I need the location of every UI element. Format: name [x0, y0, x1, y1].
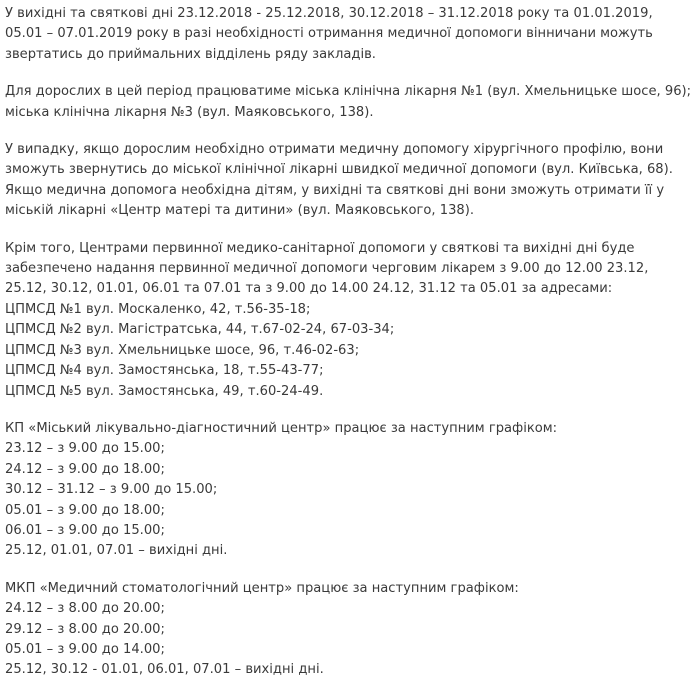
text-line: звертатись до приймальних відділень ряду закладів. [5, 46, 376, 62]
center-address-line: ЦПМСД №2 вул. Магістратська, 44, т.67-02-24, 67-03-34; [5, 322, 395, 338]
schedule-line: 30.12 – 31.12 – з 9.00 до 15.00; [5, 482, 218, 498]
schedule-line: 23.12 – з 9.00 до 15.00; [5, 441, 165, 457]
schedule-line: 24.12 – з 9.00 до 18.00; [5, 461, 165, 477]
text-line: 25.12, 30.12, 01.01, 06.01 та 07.01 та з 9.00 до 14.00 24.12, 31.12 та 05.01 за адресами: [5, 281, 613, 297]
surgical-children-paragraph [5, 140, 673, 222]
schedule-line: 25.12, 30.12 - 01.01, 06.01, 07.01 – вихідні дні. [5, 662, 324, 678]
text-line: У випадку, якщо дорослим необхідно отримати медичну допомогу хірургічного профілю, вони [5, 142, 664, 158]
primary-care-centers-paragraph [5, 239, 649, 402]
text-line: забезпечено надання первинної медичної допомоги черговим лікарем з 9.00 до 12.00 23.12, [5, 261, 649, 277]
intro-paragraph [5, 4, 653, 65]
schedule-line: 25.12, 01.01, 07.01 – вихідні дні. [5, 543, 228, 559]
text-line: Для дорослих в цей період працюватиме міська клінічна лікарня №1 (вул. Хмельницьке шосе, 96); [5, 84, 691, 100]
text-line: Крім того, Центрами первинної медико-санітарної допомоги у святкові та вихідні дні буде [5, 240, 635, 256]
schedule-heading: МКП «Медичний стоматологічний центр» працює за наступним графіком: [5, 580, 519, 596]
text-line: Якщо медична допомога необхідна дітям, у вихідні та святкові дні вони зможуть отримати її у [5, 182, 665, 198]
schedule-line: 29.12 – з 8.00 до 20.00; [5, 621, 165, 637]
schedule-line: 05.01 – з 9.00 до 18.00; [5, 502, 165, 518]
center-address-line: ЦПМСД №1 вул. Москаленко, 42, т.56-35-18; [5, 301, 311, 317]
center-address-line: ЦПМСД №3 вул. Хмельницьке шосе, 96, т.46-02-63; [5, 342, 360, 358]
text-line: У вихідні та святкові дні 23.12.2018 - 25.12.2018, 30.12.2018 – 31.12.2018 року та 01.01.2019, [5, 6, 653, 21]
dental-center-schedule [5, 579, 615, 681]
text-line: зможуть звернутись до міської клінічної лікарні швидкої медичної допомоги (вул. Київська, 68). [5, 162, 673, 178]
diagnostic-center-schedule [5, 419, 615, 562]
text-line: міська клінічна лікарня №3 (вул. Маяковського, 138). [5, 104, 374, 120]
text-line: 05.01 – 07.01.2019 року в разі необхідності отримання медичної допомоги вінничани можуть [5, 26, 653, 42]
center-address-line: ЦПМСД №5 вул. Замостянська, 49, т.60-24-49. [5, 383, 324, 399]
text-line: міській лікарні «Центр матері та дитини» (вул. Маяковського, 138). [5, 203, 475, 219]
schedule-line: 24.12 – з 8.00 до 20.00; [5, 601, 165, 617]
schedule-heading: КП «Міський лікувально-діагностичний центр» працює за наступним графіком: [5, 420, 558, 436]
schedule-line: 05.01 – з 9.00 до 14.00; [5, 641, 165, 657]
schedule-line: 06.01 – з 9.00 до 15.00; [5, 522, 165, 538]
center-address-line: ЦПМСД №4 вул. Замостянська, 18, т.55-43-77; [5, 363, 324, 379]
adult-hospitals-paragraph [5, 82, 691, 123]
